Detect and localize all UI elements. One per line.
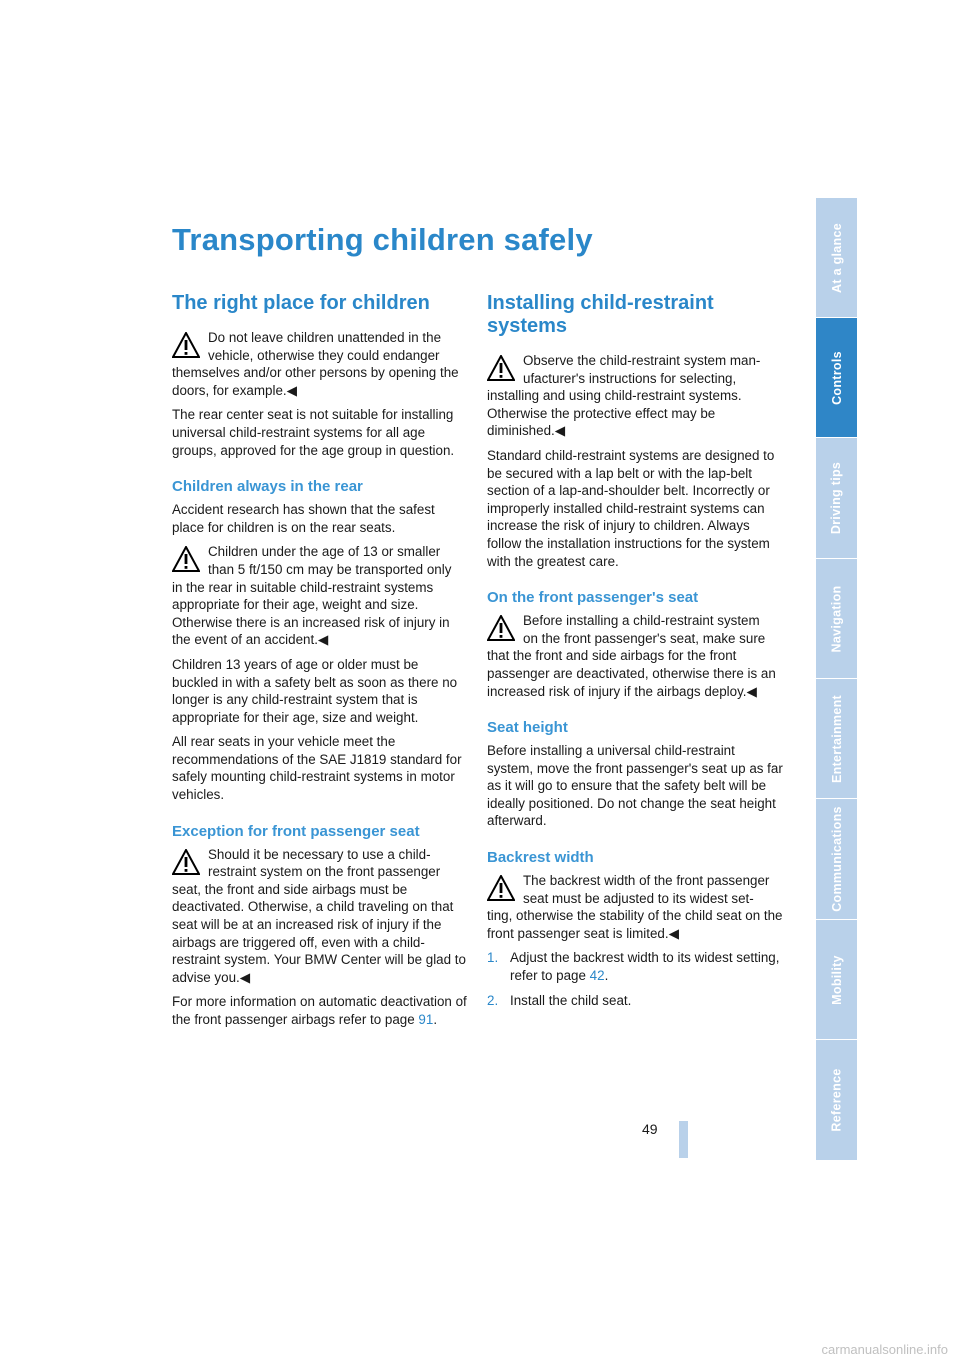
paragraph: Before installing a universal child-restraint system, move the front passenger's seat up as far as it will go to ensure that the safety belt will be ideally positioned. Do not change the seat height afterward. [487,743,783,829]
subheading-seat-height: Seat height [487,719,568,737]
subheading-backrest-width: Backrest width [487,849,594,867]
page-link-91[interactable]: 91 [418,1012,434,1027]
paragraph: Accident research has shown that the safest place for children is on the rear seats. [172,502,435,535]
tab-label: Controls [829,351,844,405]
paragraph: All rear seats in your vehicle meet the recommendations of the SAE J1819 standard for safely mounting child-restraint systems in motor vehicles. [172,734,462,803]
tab-label: Reference [829,1068,844,1132]
warning-text-line: than 5 ft/150 cm may be transported only [208,561,452,577]
paragraph: Children 13 years of age or older must be buckled in with a safety belt as soon as there no longer is any child-restraint system that is appropriate for their age, size and weight. [172,656,458,725]
warning-text: installing and using child-restraint systems. Otherwise the protective effect may be diminished.◀ [487,388,742,439]
warning-text: themselves and/or other persons by opening the doors, for example.◀ [172,365,459,398]
step-number: 2. [487,992,499,1008]
tab-navigation[interactable] [816,558,857,679]
warning-block [172,543,468,649]
warning-text-line: restraint system on the front passenger [208,864,441,880]
paragraph-end: . [433,1012,438,1027]
tab-label: Communications [829,806,844,912]
page-number: 49 [642,1121,658,1137]
warning-text-line: vehicle, otherwise they could endanger [208,347,440,363]
warning-block [172,846,468,987]
paragraph [172,993,468,1028]
warning-text: seat, the front and side airbags must be deactivated. Otherwise, a child traveling on that seat will be at an increased risk of injury if the airbags are triggered off, even with a child-restraint system. Your BMW Center will be glad to advise you.◀ [172,881,466,985]
warning-text-line: seat must be adjusted to its widest set- [523,890,754,906]
tab-entertainment[interactable] [816,678,857,799]
section-heading-right-place: The right place for children [172,292,430,314]
right-column [487,292,783,1016]
side-tab-strip [816,197,857,1160]
subheading-children-rear: Children always in the rear [172,478,363,496]
tab-driving-tips[interactable] [816,437,857,558]
tab-label: Mobility [829,955,844,1005]
steps-list [487,949,783,1009]
warning-text-line: ufacturer's instructions for selecting, [523,370,737,386]
warning-text: that the front and side airbags for the front passenger are deactivated, otherwise there is an increased risk of injury if the airbags deploy.◀ [487,648,776,699]
warning-icon [172,546,200,572]
warning-text-line: The backrest width of the front passenger [523,873,770,889]
warning-icon [172,849,200,875]
warning-text-line: Children under the age of 13 or smaller [208,544,441,560]
paragraph-text: For more information on automatic deactivation of the front passenger airbags refer to page [172,994,467,1027]
section-heading-installing: Installing child-restraint systems [487,292,714,337]
tab-communications[interactable] [816,798,857,919]
page-link-42[interactable]: 42 [589,968,605,984]
warning-text: in the rear in suitable child-restraint systems appropriate for their age, weight and size. Otherwise there is an increased risk of injury in the event of an accident.◀ [172,579,450,648]
left-column [172,292,468,1036]
warning-text-line: on the front passenger's seat, make sure [523,630,766,646]
warning-block [487,872,783,942]
warning-text-line: Do not leave children unattended in the [208,330,442,345]
paragraph: The rear center seat is not suitable for installing universal child-restraint systems for all age groups, approved for the age group in question. [172,407,455,458]
tab-label: Driving tips [829,461,844,535]
warning-icon [487,875,515,901]
warning-icon [487,355,515,381]
list-item [487,949,783,984]
subheading-front-passenger-seat: On the front passenger's seat [487,589,699,607]
footer-watermark: carmanualsonline.info [821,1342,948,1357]
step-end: . [604,968,609,984]
step-text: Adjust the backrest width to its widest setting, refer to page [510,950,780,984]
warning-icon [172,332,200,358]
tab-label: At a glance [829,223,844,293]
page-title: Transporting children safely [172,222,593,257]
tab-label: Entertainment [829,695,844,783]
tab-at-a-glance[interactable] [816,197,857,318]
warning-text-line: Before installing a child-restraint system [523,613,760,629]
warning-block [172,329,468,399]
tab-mobility[interactable] [816,919,857,1040]
warning-text: ting, otherwise the stability of the child seat on the front passenger seat is limited.◀ [487,908,783,941]
warning-block [487,612,783,700]
warning-icon [487,615,515,641]
warning-block [487,352,783,440]
paragraph: Standard child-restraint systems are designed to be secured with a lap belt or with the lap-belt section of a lap-and-shoulder belt. Incorrectly or improperly installed child-restraint systems can increase the risk of injury to children. Always follow the installation instructions for the system with the greatest care. [487,447,775,569]
warning-text-line: Should it be necessary to use a child- [208,846,431,862]
subheading-exception-front: Exception for front passenger seat [172,822,420,840]
tab-reference[interactable] [816,1039,857,1160]
tab-label: Navigation [829,585,844,653]
list-item [487,992,783,1010]
warning-text-line: Observe the child-restraint system man- [523,353,761,368]
page-number-bar [679,1121,688,1158]
tab-controls[interactable] [816,317,857,438]
step-text: Install the child seat. [510,992,632,1008]
step-number: 1. [487,950,499,966]
